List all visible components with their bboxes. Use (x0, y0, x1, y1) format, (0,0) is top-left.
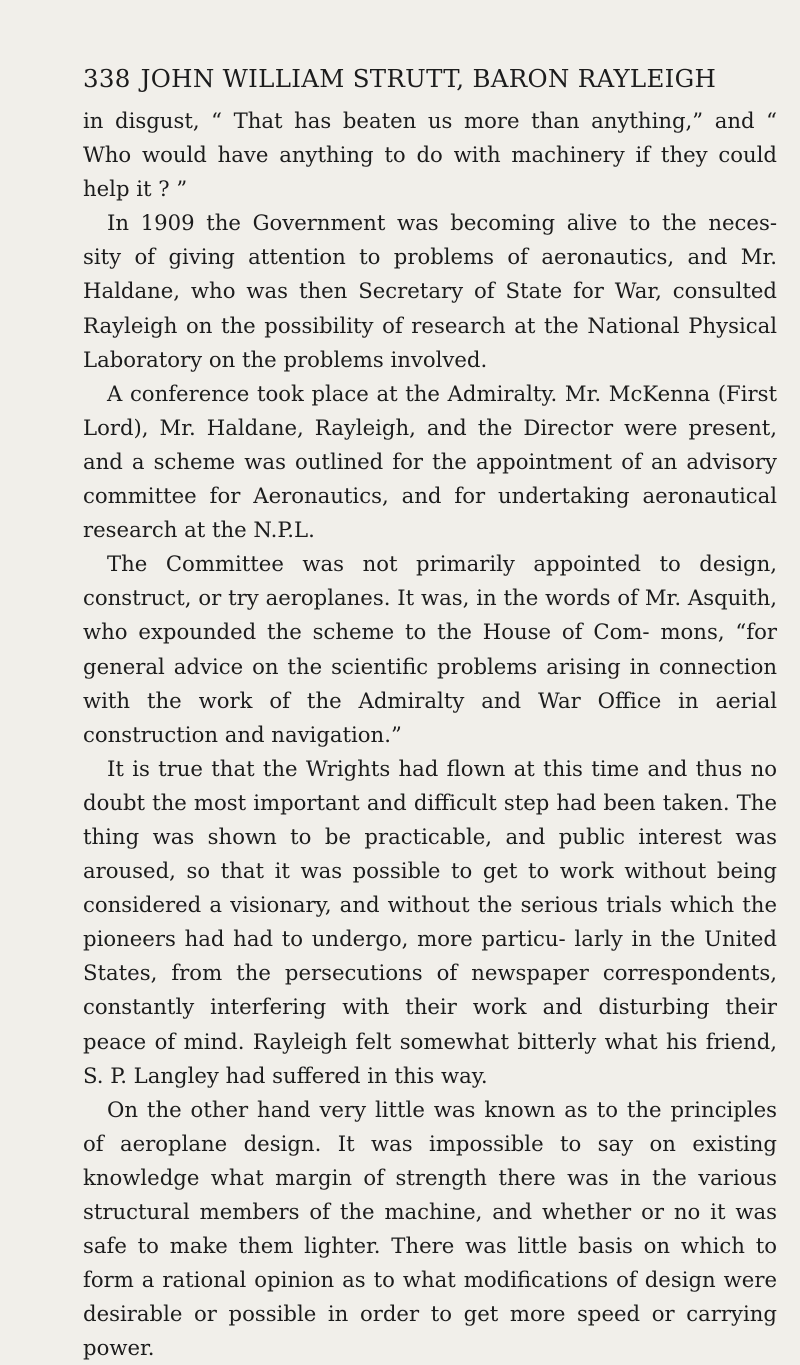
running-title: JOHN WILLIAM STRUTT, BARON RAYLEIGH (140, 64, 717, 93)
paragraph-continuation: in disgust, “ That has beaten us more than anything,” and “ Who would have anything to do with machinery if they could help it ? ” (83, 108, 777, 202)
paragraph-admiralty-conference: A conference took place at the Admiralty. Mr. McKenna (First Lord), Mr. Haldane, Rayleigh, and the Director were present, and a scheme was outlined for the appointment of an advisory committee for Aeronautics, and for undertaking aeronautical research at the N.P.L. (83, 380, 777, 543)
paragraph-1909-government: In 1909 the Government was becoming alive to the neces- sity of giving attention to problems of aeronautics, and Mr. Haldane, who was then Secretary of State for War, consulted Rayleigh on the possibility of research at the National Physical Laboratory on the problems involved. (83, 210, 777, 372)
running-header (83, 62, 777, 96)
body-text (83, 104, 777, 1365)
book-page (83, 62, 777, 1365)
paragraph-committee-purpose: The Committee was not primarily appointed to design, construct, or try aeroplanes. It was, in the words of Mr. Asquith, who expounded the scheme to the House of Com- mons, “for general advice on the scientific problems arising in connection with the work of the Admiralty and War Office in aerial construction and navigation.” (83, 551, 777, 747)
paragraph-wrights: It is true that the Wrights had flown at this time and thus no doubt the most important and difficult step had been taken. The thing was shown to be practicable, and public interest was aroused, so that it was possible to get to work without being considered a visionary, and without the serious trials which the pioneers had had to undergo, more particu- larly in the United States, from the persecutions of newspaper correspondents, constantly interfering with their work and disturbing their peace of mind. Rayleigh felt somewhat bitterly what his friend, S. P. Langley had suffered in this way. (83, 755, 777, 1088)
page-number: 338 (83, 64, 131, 93)
paragraph-aeroplane-design: On the other hand very little was known as to the principles of aeroplane design. It was impossible to say on existing knowledge what margin of strength there was in the various structural members of the machine, and whether or no it was safe to make them lighter. There was little basis on which to form a rational opinion as to what modifications of design were desirable or possible in order to get more speed or carrying power. (83, 1096, 777, 1361)
